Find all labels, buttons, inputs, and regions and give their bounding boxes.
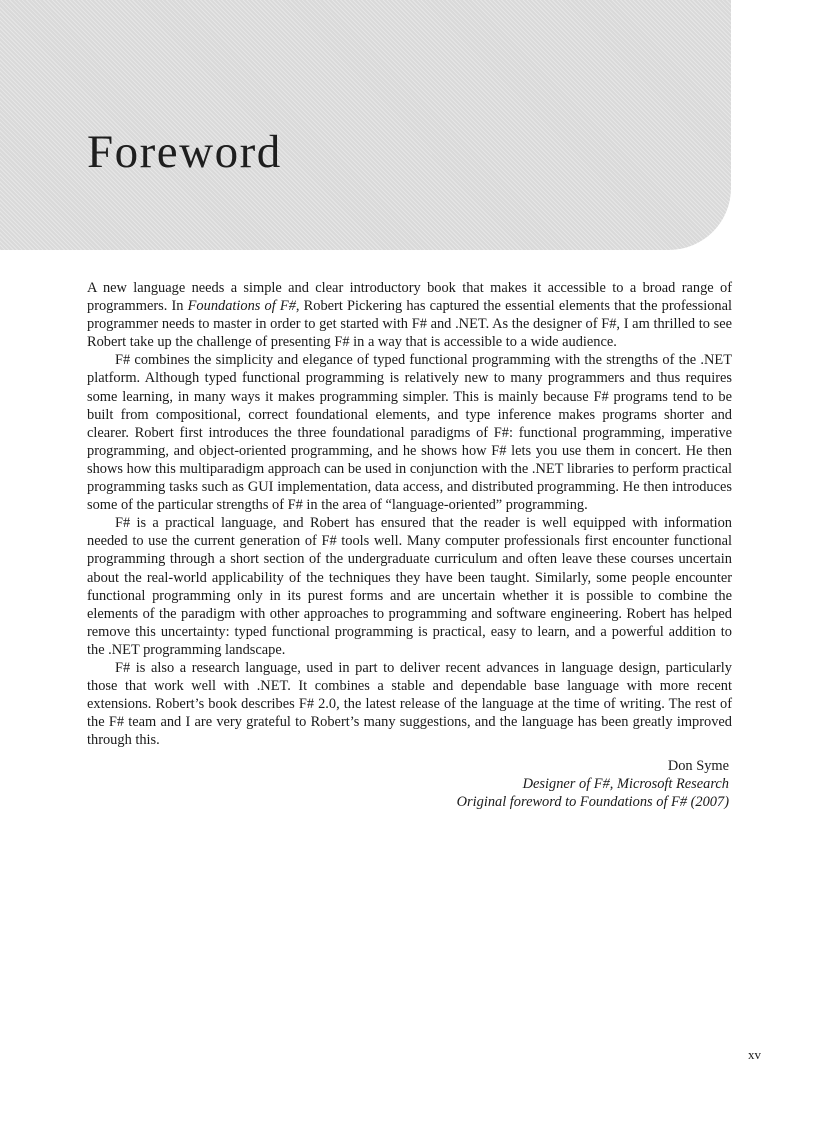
paragraph-2: F# combines the simplicity and elegance of typed functional programming with the strengths of the .NET platform. Although typed functional programming is relatively new to many programmers and thus requires some learning, in many ways it makes programming simpler. This is mainly because F# programs tend to be built from compositional, correct foundational elements, and type inference makes programs shorter and clearer. Robert first introduces the three foundational paradigms of F#: functional programming, imperative programming, and object-oriented programming, and he shows how F# lets you use them in concert. He then shows how this multiparadigm approach can be used in conjunction with the .NET libraries to perform practical programming tasks such as GUI implementation, data access, and distributed programming. He then introduces some of the particular strengths of F# in the area of “language-oriented” programming. <box>87 352 732 514</box>
paragraph-3: F# is a practical language, and Robert has ensured that the reader is well equipped with information needed to use the current generation of F# tools well. Many computer professionals first encounter functional programming through a short section of the undergraduate curriculum and often leave these courses uncertain about the real-world applicability of the techniques they have been taught. Similarly, some people encounter functional programming only in its purest forms and are uncertain whether it is possible to combine the elements of the paradigm with other approaches to programming and software engineering. Robert has helped remove this uncertainty: typed functional programming is practical, easy to learn, and a powerful addition to the .NET programming landscape. <box>87 515 732 658</box>
paragraph-1-before: A new language needs a simple and clear introductory book that makes it accessible to a broad range of programmers. In <box>87 280 732 315</box>
paragraph-4: F# is also a research language, used in part to deliver recent advances in language design, particularly those that work well with .NET. It combines a stable and dependable base language with more recent extensions. Robert’s book describes F# 2.0, the latest release of the language at the time of writing. The rest of the F# team and I are very grateful to Robert’s many suggestions, and the language has been greatly improved through this. <box>87 659 732 749</box>
page-number: xv <box>748 1047 761 1062</box>
paragraph-1 <box>87 279 732 351</box>
paragraph-1-after: , Robert Pickering has captured the essential elements that the professional programmer needs to master in order to get started with F# and .NET. As the designer of F#, I am thrilled to see Robert take up the challenge of presenting F# in a way that is accessible to a wide audience. <box>87 298 732 351</box>
signature-role: Designer of F#, Microsoft Research <box>522 776 729 792</box>
signature-block <box>457 757 729 811</box>
chapter-title: Foreword <box>87 126 282 178</box>
signature-source: Original foreword to Foundations of F# (2007) <box>456 794 729 810</box>
book-title: Foundations of F# <box>187 298 296 315</box>
foreword-body <box>87 279 732 749</box>
signature-name: Don Syme <box>667 758 729 774</box>
